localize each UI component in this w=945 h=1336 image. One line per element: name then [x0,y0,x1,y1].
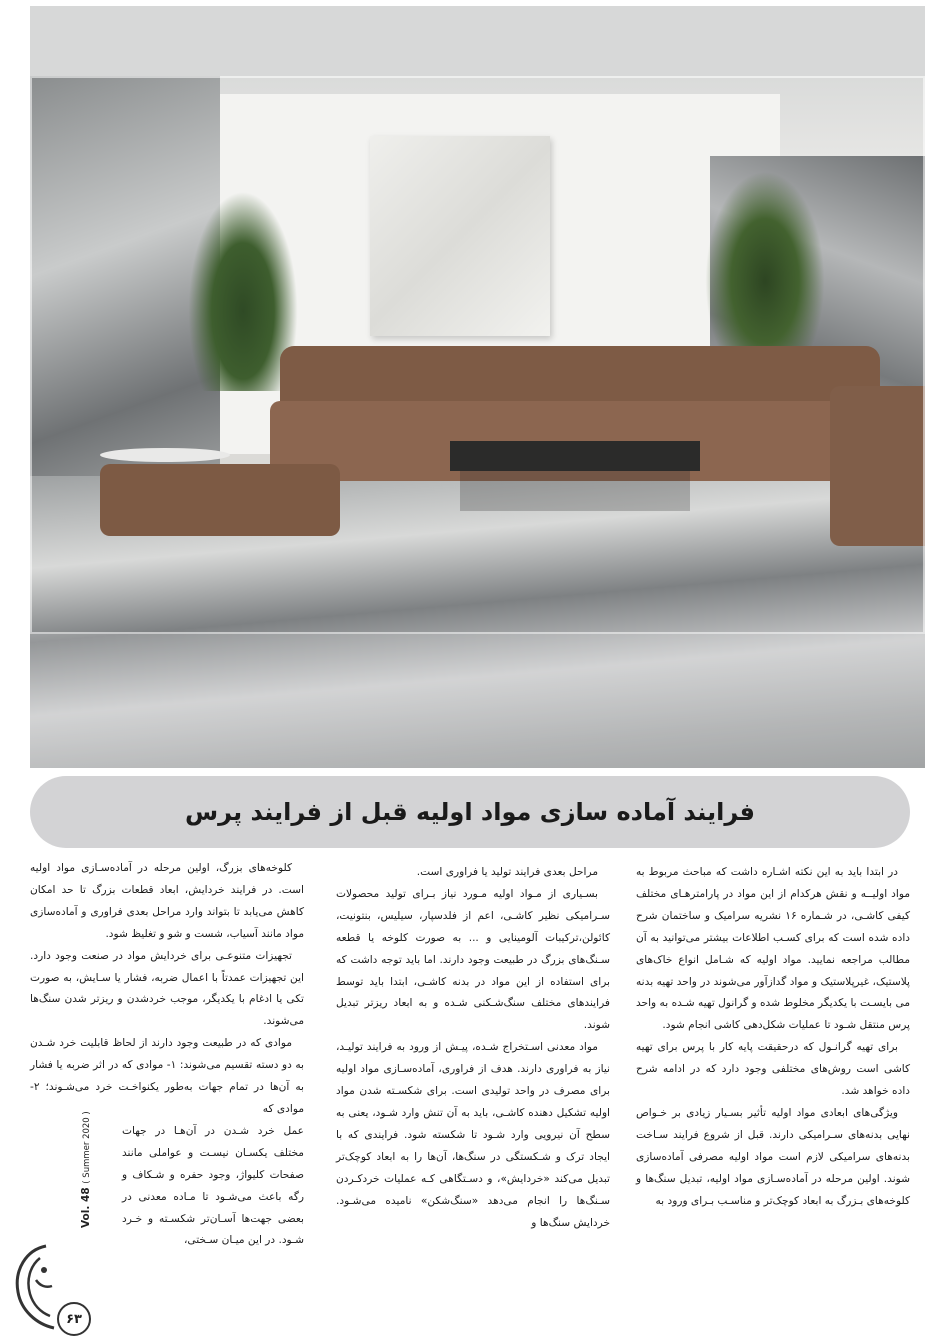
paragraph: تجهیزات متنوعـی برای خردایش مواد در صنعت وجود دارد. این تجهیزات عمدتاً با اعمال ضربه، فشار یا سـایش، به صورت تکی یا ادغام با یکدیگر، موجب خردشدن و ریزتر شدن سنگ‌ها می‌شوند. [30,949,304,1028]
paragraph: بسـیاری از مـواد اولیه مـورد نیاز بـرای تولید محصولات سـرامیکی نظیر کاشـی، اعم از فلدسپار، سیلیس، بنتونیت، کائولن،ترکیبات آلومینایی و ... به صورت کلوخه یا قطعه سـنگ‌های بزرگ در طبیعت وجود دارند. اما باید توجه داشت که برای استفاده از این مواد در بدنه کاشـی، ابتدا باید توسط فرایندهای مختلف سنگ‌شـکنی شـده و به ابعاد ریزتر تبدیل شوند. [336,887,610,1032]
paragraph: مراحل بعدی فرایند تولید یا فراوری است. [416,866,598,878]
volume-season: ( Summer 2020 ) [82,1111,92,1184]
paragraph: در ابتدا باید به این نکته اشـاره داشت که مباحث مربوط به مواد اولیــه و نقش هرکدام از این مواد در پارامترهـای مختلف کیفی کاشـی، در شـماره ۱۶ نشریه سرامیک و ساختمان شرح داده شده است که برای کسـب اطلاعات بیشتر می‌توانید به آن مطالب مراجعه نمایید. مواد اولیه که شـامل انواع خاک‌های پلاستیک، غیرپلاستیک و مواد گدازآور می‌شوند در واحد تهیه بدنه می بایسـت با یکدیگر مخلوط شده و گرانول تهیه شـده به واحد پرس منتقل شـود تا عملیات شکل‌دهی کاشی انجام شود. [636,866,910,1032]
text-column-middle [336,862,610,1234]
photo-frame-outline [30,76,925,634]
paragraph: موادی که در طبیعت وجود دارند از لحاظ قابلیت خرد شـدن به دو دسته تقسیم می‌شوند: ۱- موادی که در اثر ضربه یا فشار به آن‌ها در تمام جهات به‌طور یکنواخـت خرد می‌شـوند؛ ۲- موادی که [30,1037,304,1115]
photo-ceiling [30,6,925,76]
paragraph-narrow: عمل خرد شـدن در آن‌هـا در جهات مختلف یکسـان نیسـت و عواملی مانند صفحات کلیواژ، وجود حفره و شـکاف و رگه باعث می‌شـود تا مـاده معدنی در بعضی جهت‌ها آسـان‌تر شکسـته و خـرد شـود. در این میـان سـختی، [122,1124,304,1247]
photo-floor-veil [30,634,925,768]
paragraph: برای تهیه گرانـول که درحقیقت پایه کار با پرس برای تهیه کاشی است روش‌های مختلفی وجود دارد که در ادامه شرح داده خواهد شد. [636,1041,910,1098]
interior-photo [30,6,925,768]
paragraph: ویژگی‌های ابعادی مواد اولیه تأثیر بسـیار زیادی بر خـواص نهایی بدنه‌های سـرامیکی دارند. قبل از شروع فرایند سـاخت بدنه‌های سرامیکی لازم است مواد اولیه مصرفی آماده‌سازی شوند. اولین مرحله در آماده‌سـازی مواد اولیه، تبدیل سنگ‌ها و کلوخه‌های بـزرگ به ابعاد کوچک‌تر و مناسـب بـرای ورود به [636,1106,910,1207]
paragraph: مواد معدنی اسـتخراج شـده، پیـش از ورود به فرایند تولیـد، نیاز به فراوری دارند. هدف از فراوری، آماده‌سـازی مواد اولیه برای مصرف در واحد تولیدی است. برای شکسـته شدن مواد اولیه تشکیل دهنده کاشـی، باید به آن تنش وارد شـود، یعنی به سطح آن نیرویی وارد شـود تا شکسته شود. فرایندی که با ایجاد ترک و شـکستگی در سنگ‌ها، آن‌ها را به ابعاد کوچک‌تر تبدیل می‌کند «خردایش»، و دسـتگاهی کـه عملیات خردکـردن سـنگ‌ها را انجام می‌دهد «سنگ‌شکن» نامیده می‌شـود. خردایش سنگ‌ها و [336,1041,610,1229]
article-title-bar [30,776,910,848]
volume-label [80,1111,92,1228]
text-column-left [30,858,304,1252]
page-number: ۶۳ [57,1302,91,1336]
text-column-right [636,862,910,1213]
paragraph: کلوخه‌های بزرگ، اولین مرحله در آماده‌سـازی مواد اولیه است. در فرایند خردایش، ابعاد قطعات بزرگ تا حد امکان کاهش می‌یابد تا بتواند وارد مراحل بعدی فراوری و آماده‌سازی مواد مانند آسیاب، شست و شو و تغلیظ شود. [30,862,304,940]
volume-number: Vol. 48 [80,1187,92,1228]
article-title: فرایند آماده سازی مواد اولیه قبل از فرایند پرس [185,798,755,826]
